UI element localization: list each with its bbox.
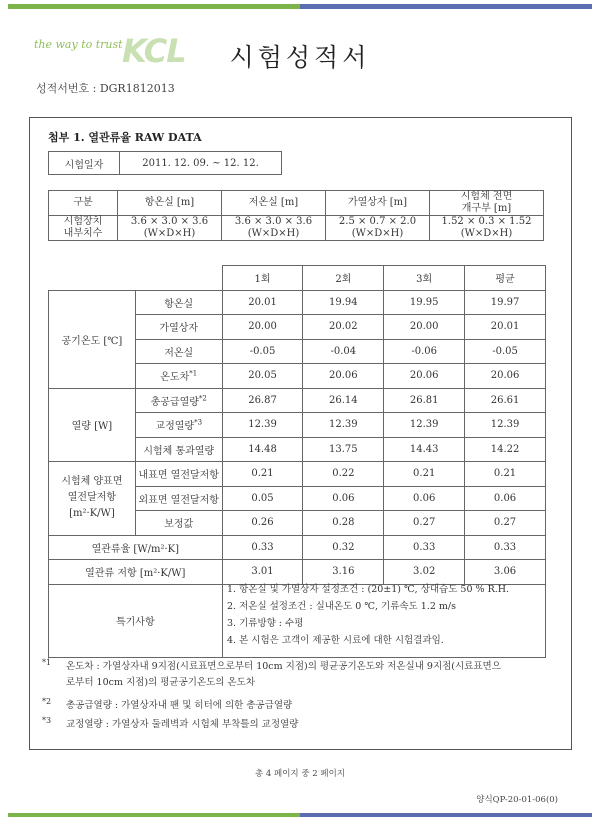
note-item: 1. 항온실 및 가열상자 설정조건 : (20±1) ℃, 상대습도 50 % R.H. bbox=[227, 584, 510, 595]
footnote-text: 교정열량 : 가열상자 둘레벽과 시험체 부착틀의 교정열량 bbox=[66, 719, 299, 731]
spec-cell-hot-box bbox=[326, 216, 430, 241]
spec-unit: (W×D×H) bbox=[247, 228, 300, 239]
cell-value: 0.06 bbox=[465, 486, 546, 511]
spec-header-opening bbox=[430, 191, 544, 216]
row-label bbox=[135, 413, 222, 438]
col-header: 2회 bbox=[303, 266, 384, 291]
certificate-number: 성적서번호 : DGR1812013 bbox=[36, 82, 175, 95]
cell-value: 0.33 bbox=[465, 535, 546, 560]
cell-value: 13.75 bbox=[303, 437, 384, 462]
footnote-mark: *2 bbox=[42, 697, 52, 706]
spec-header-opening-line1: 시험체 전면 bbox=[460, 191, 513, 202]
row-label: 항온실 bbox=[135, 290, 222, 315]
spec-unit: (W×D×H) bbox=[143, 228, 196, 239]
test-date-value: 2011. 12. 09. ~ 12. 12. bbox=[120, 152, 282, 175]
row-label-text: 교정열량 bbox=[155, 421, 195, 433]
cell-value: 12.39 bbox=[222, 413, 303, 438]
cell-value: -0.05 bbox=[222, 339, 303, 364]
page-title: 시험성적서 bbox=[229, 43, 371, 72]
col-header: 평균 bbox=[465, 266, 546, 291]
spec-header-category: 구분 bbox=[49, 191, 118, 216]
col-header: 3회 bbox=[384, 266, 465, 291]
footnote-mark: *3 bbox=[194, 418, 203, 427]
group-label-line3: [m²·K/W] bbox=[69, 508, 115, 520]
cell-value: 19.97 bbox=[465, 290, 546, 315]
cell-value: 20.06 bbox=[384, 364, 465, 389]
cell-value: 20.06 bbox=[465, 364, 546, 389]
cell-value: 26.61 bbox=[465, 388, 546, 413]
row-label bbox=[135, 388, 222, 413]
note-item: 3. 기류방향 : 수평 bbox=[227, 618, 304, 629]
cell-value: -0.06 bbox=[384, 339, 465, 364]
cell-value: 0.06 bbox=[384, 486, 465, 511]
cell-value: 20.00 bbox=[384, 315, 465, 340]
row-label: 저온실 bbox=[135, 339, 222, 364]
footnote-text: 총공급열량 : 가열상자내 팬 및 히터에 의한 총공급열량 bbox=[66, 700, 293, 712]
cell-value: 20.02 bbox=[303, 315, 384, 340]
cell-value: 20.01 bbox=[465, 315, 546, 340]
cell-value: 14.43 bbox=[384, 437, 465, 462]
cell-value: 20.00 bbox=[222, 315, 303, 340]
section-title: 첨부 1. 열관류율 RAW DATA bbox=[48, 131, 202, 144]
row-label-u-value: 열관류율 [W/m²·K] bbox=[49, 535, 223, 560]
footnote-text: 온도차 : 가열상자내 9지점(시료표면으로부터 10cm 지점)의 평균공기온도와 저온실내 9지점(시료표면으 bbox=[66, 661, 501, 673]
row-label: 시험체 통과열량 bbox=[135, 437, 222, 462]
cell-value: 3.02 bbox=[384, 560, 465, 585]
spec-header-opening-line2: 개구부 [m] bbox=[461, 203, 512, 214]
special-notes bbox=[227, 581, 509, 649]
notes-label: 특기사항 bbox=[49, 584, 223, 657]
spec-header-cold-room: 저온실 [m] bbox=[222, 191, 326, 216]
spec-dim: 2.5 × 0.7 × 2.0 bbox=[338, 216, 417, 227]
spec-unit: (W×D×H) bbox=[460, 228, 513, 239]
spec-header-warm-room: 항온실 [m] bbox=[118, 191, 222, 216]
cell-value: 0.27 bbox=[384, 511, 465, 536]
cell-value: 0.06 bbox=[303, 486, 384, 511]
cell-value: 3.06 bbox=[465, 560, 546, 585]
test-date-label: 시험일자 bbox=[49, 152, 120, 175]
form-number: 양식QP-20-01-06(0) bbox=[476, 795, 558, 805]
cell-value: 20.01 bbox=[222, 290, 303, 315]
group-label-line1: 시험체 양표면 bbox=[61, 476, 123, 488]
footnote-mark: *3 bbox=[42, 716, 52, 725]
group-label-air-temp: 공기온도 [℃] bbox=[49, 290, 136, 388]
row-label: 내표면 열전달저항 bbox=[135, 462, 222, 487]
cell-value: 19.95 bbox=[384, 290, 465, 315]
cell-value: 0.32 bbox=[303, 535, 384, 560]
group-label-heat: 열량 [W] bbox=[49, 388, 136, 462]
cell-value: -0.04 bbox=[303, 339, 384, 364]
cell-value: 3.16 bbox=[303, 560, 384, 585]
spec-row-label-line1: 시험장치 bbox=[63, 216, 103, 227]
col-header: 1회 bbox=[222, 266, 303, 291]
row-label bbox=[135, 364, 222, 389]
spec-header-hot-box: 가열상자 [m] bbox=[326, 191, 430, 216]
cell-value: 20.06 bbox=[303, 364, 384, 389]
spec-unit: (W×D×H) bbox=[351, 228, 404, 239]
row-label: 가열상자 bbox=[135, 315, 222, 340]
cell-value: -0.05 bbox=[465, 339, 546, 364]
spec-dim: 3.6 × 3.0 × 3.6 bbox=[234, 216, 313, 227]
footnote-mark: *1 bbox=[42, 658, 52, 667]
cell-value: 0.27 bbox=[465, 511, 546, 536]
footnote-mark: *1 bbox=[189, 369, 198, 378]
spec-dim: 1.52 × 0.3 × 1.52 bbox=[441, 216, 532, 227]
group-label-surface bbox=[49, 462, 136, 536]
cell-value: 19.94 bbox=[303, 290, 384, 315]
top-color-bar bbox=[8, 4, 592, 9]
footnote-mark: *2 bbox=[198, 394, 207, 403]
corner-blank bbox=[49, 266, 223, 291]
cell-value: 0.33 bbox=[222, 535, 303, 560]
bottom-color-bar bbox=[8, 813, 592, 817]
cell-value: 0.26 bbox=[222, 511, 303, 536]
cell-value: 14.48 bbox=[222, 437, 303, 462]
spec-cell-warm-room bbox=[118, 216, 222, 241]
note-item: 4. 본 시험은 고객이 제공한 시료에 대한 시험결과임. bbox=[227, 635, 444, 646]
cell-value: 0.21 bbox=[384, 462, 465, 487]
cell-value: 0.05 bbox=[222, 486, 303, 511]
cell-value: 12.39 bbox=[465, 413, 546, 438]
cell-value: 12.39 bbox=[384, 413, 465, 438]
row-label: 보정값 bbox=[135, 511, 222, 536]
spec-dim: 3.6 × 3.0 × 3.6 bbox=[130, 216, 209, 227]
cell-value: 14.22 bbox=[465, 437, 546, 462]
logo-tagline: the way to trust bbox=[34, 38, 123, 51]
apparatus-spec-table bbox=[48, 190, 544, 241]
cell-value: 26.14 bbox=[303, 388, 384, 413]
page-number: 총 4 페이지 중 2 페이지 bbox=[254, 769, 345, 779]
cell-value: 12.39 bbox=[303, 413, 384, 438]
row-label: 외표면 열전달저항 bbox=[135, 486, 222, 511]
row-label-text: 온도차 bbox=[160, 372, 190, 384]
cell-value: 0.22 bbox=[303, 462, 384, 487]
cell-value: 26.81 bbox=[384, 388, 465, 413]
spec-row-label bbox=[49, 216, 118, 241]
footnote-text: 로부터 10cm 지점)의 평균공기온도의 온도차 bbox=[66, 677, 256, 689]
note-item: 2. 저온실 설정조건 : 실내온도 0 ℃, 기류속도 1.2 m/s bbox=[227, 601, 456, 612]
test-date-table bbox=[48, 151, 282, 175]
cell-value: 20.05 bbox=[222, 364, 303, 389]
footnote-3 bbox=[42, 713, 298, 733]
cell-value: 26.87 bbox=[222, 388, 303, 413]
cell-value: 0.33 bbox=[384, 535, 465, 560]
group-label-line2: 열전달저항 bbox=[67, 492, 117, 504]
footnote-2 bbox=[42, 694, 292, 714]
spec-cell-opening bbox=[430, 216, 544, 241]
footnote-1 bbox=[42, 655, 501, 691]
cell-value: 0.21 bbox=[222, 462, 303, 487]
cell-value: 0.28 bbox=[303, 511, 384, 536]
spec-cell-cold-room bbox=[222, 216, 326, 241]
spec-row-label-line2: 내부치수 bbox=[63, 228, 103, 239]
logo-brand: KCL bbox=[122, 32, 186, 70]
row-label-text: 총공급열량 bbox=[150, 396, 199, 408]
cell-value: 0.21 bbox=[465, 462, 546, 487]
cell-value: 3.01 bbox=[222, 560, 303, 585]
row-label-resistance: 열관류 저항 [m²·K/W] bbox=[49, 560, 223, 585]
